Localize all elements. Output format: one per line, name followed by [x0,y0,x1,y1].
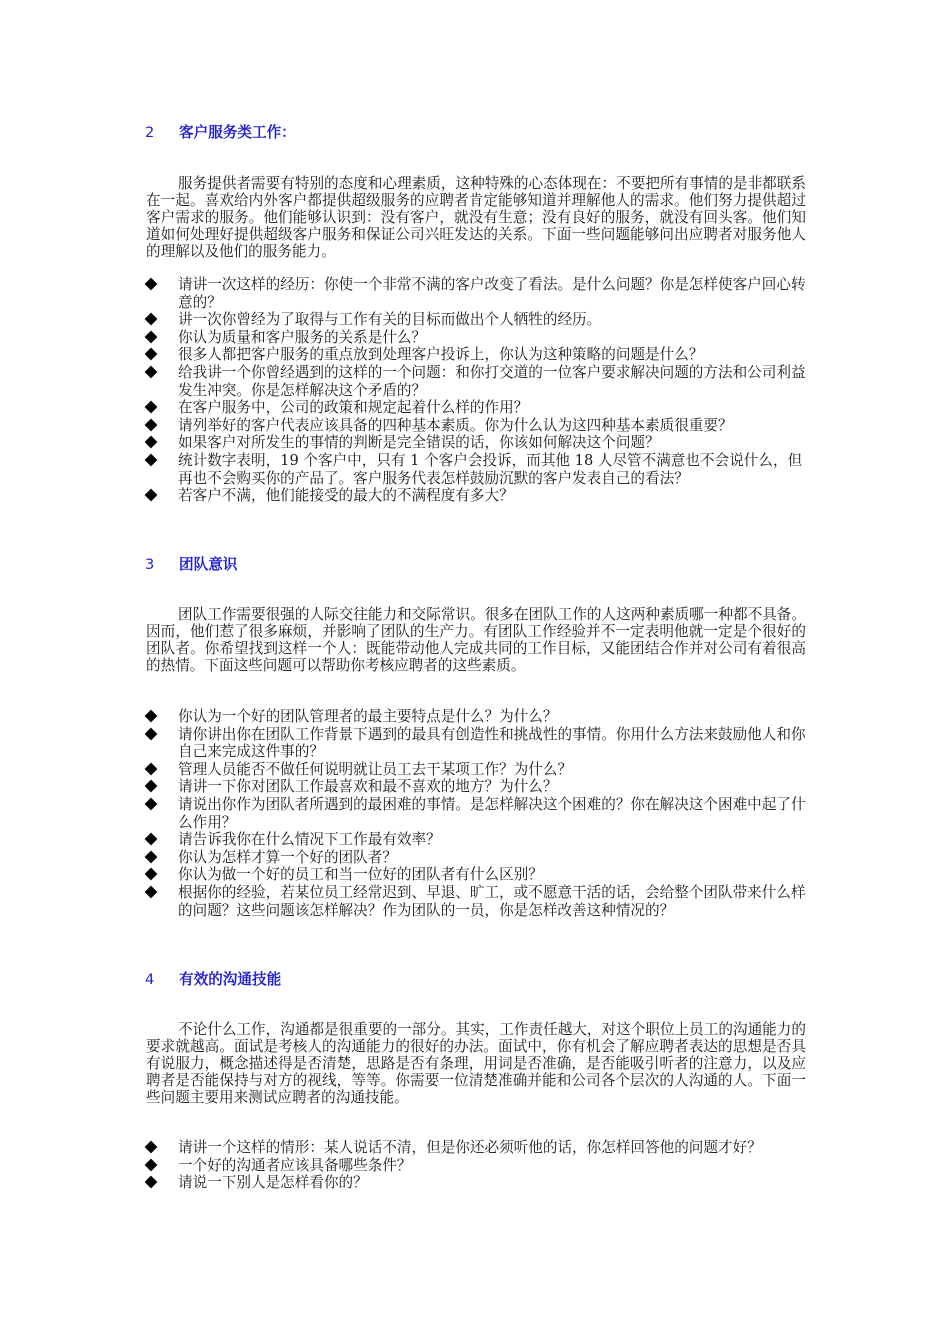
diamond-bullet-icon [145,278,158,291]
diamond-bullet-icon [145,762,158,775]
section-number: 2 [145,124,155,141]
list-item: 若客户不满，他们能接受的最大的不满程度有多大？ [146,487,810,505]
question-list [146,276,810,505]
diamond-bullet-icon [145,330,158,343]
list-item: 请列举好的客户代表应该具备的四种基本素质。你为什么认为这四种基本素质很重要？ [146,417,810,435]
section-paragraph: 服务提供者需要有特别的态度和心理素质，这种特殊的心态体现在：不要把所有事情的是非都联系在一起。喜欢给内外客户都提供超级服务的应聘者肯定能够知道并理解他人的需求。他们努力提供超过客户需求的服务。他们能够认识到：没有客户，就没有生意；没有良好的服务，就没有回头客。他们知道如何处理好提供超级客户服务和保证公司兴旺发达的关系。下面一些问题能够问出应聘者对服务他人的理解以及他们的服务能力。 [146,175,806,261]
diamond-bullet-icon [145,886,158,899]
list-item: 一个好的沟通者应该具备哪些条件？ [146,1157,810,1175]
question-list [146,708,810,919]
list-item: 根据你的经验，若某位员工经常迟到、早退、旷工，或不愿意干活的话，会给整个团队带来什么样的问题？这些问题该怎样解决？作为团队的一员，你是怎样改善这种情况的？ [146,884,810,919]
list-item: 你认为做一个好的员工和当一位好的团队者有什么区别？ [146,866,810,884]
section-number: 3 [145,556,155,573]
diamond-bullet-icon [145,436,158,449]
diamond-bullet-icon [145,1176,158,1189]
section-title: 有效的沟通技能 [179,971,282,988]
section-heading-communication [145,970,281,990]
diamond-bullet-icon [145,1141,158,1154]
list-item: 你认为怎样才算一个好的团队者？ [146,849,810,867]
list-item: 请你讲出你在团队工作背景下遇到的最具有创造性和挑战性的事情。你用什么方法来鼓励他人和你自己来完成这件事的？ [146,726,810,761]
list-item: 在客户服务中，公司的政策和规定起着什么样的作用？ [146,399,810,417]
section-title: 团队意识 [179,556,238,573]
diamond-bullet-icon [145,348,158,361]
diamond-bullet-icon [145,366,158,379]
diamond-bullet-icon [145,1158,158,1171]
diamond-bullet-icon [145,833,158,846]
section-title: 客户服务类工作： [179,124,296,141]
list-item: 管理人员能否不做任何说明就让员工去干某项工作？为什么？ [146,761,810,779]
diamond-bullet-icon [145,868,158,881]
list-item: 你认为质量和客户服务的关系是什么？ [146,329,810,347]
list-item: 如果客户对所发生的事情的判断是完全错误的话，你该如何解决这个问题？ [146,434,810,452]
diamond-bullet-icon [145,710,158,723]
question-list [146,1139,810,1192]
diamond-bullet-icon [145,454,158,467]
list-item: 请讲一个这样的情形：某人说话不清，但是你还必须听他的话，你怎样回答他的问题才好？ [146,1139,810,1157]
diamond-bullet-icon [145,798,158,811]
section-heading-teamwork [145,555,237,575]
list-item: 很多人都把客户服务的重点放到处理客户投诉上，你认为这种策略的问题是什么？ [146,346,810,364]
list-item: 请讲一次这样的经历：你使一个非常不满的客户改变了看法。是什么问题？你是怎样使客户回心转意的？ [146,276,810,311]
list-item: 你认为一个好的团队管理者的最主要特点是什么？为什么？ [146,708,810,726]
diamond-bullet-icon [145,780,158,793]
list-item: 统计数字表明，19 个客户中，只有 1 个客户会投诉，而其他 18 人尽管不满意也不会说什么，但再也不会购买你的产品了。客户服务代表怎样鼓励沉默的客户发表自己的看法？ [146,452,810,487]
list-item: 讲一次你曾经为了取得与工作有关的目标而做出个人牺牲的经历。 [146,311,810,329]
section-number: 4 [145,971,155,988]
list-item: 请说出你作为团队者所遇到的最困难的事情。是怎样解决这个困难的？你在解决这个困难中起了什么作用？ [146,796,810,831]
list-item: 给我讲一个你曾经遇到的这样的一个问题：和你打交道的一位客户要求解决问题的方法和公司利益发生冲突。你是怎样解决这个矛盾的？ [146,364,810,399]
diamond-bullet-icon [145,418,158,431]
diamond-bullet-icon [145,489,158,502]
diamond-bullet-icon [145,850,158,863]
diamond-bullet-icon [145,401,158,414]
list-item: 请说一下别人是怎样看你的？ [146,1174,810,1192]
diamond-bullet-icon [145,727,158,740]
list-item: 请讲一下你对团队工作最喜欢和最不喜欢的地方？为什么？ [146,778,810,796]
list-item: 请告诉我你在什么情况下工作最有效率？ [146,831,810,849]
section-paragraph: 不论什么工作，沟通都是很重要的一部分。其实，工作责任越大，对这个职位上员工的沟通能力的要求就越高。面试是考核人的沟通能力的很好的办法。面试中，你有机会了解应聘者表达的思想是否具有说服力，概念描述得是否清楚，思路是否有条理，用词是否准确，是否能吸引听者的注意力，以及应聘者是否能保持与对方的视线，等等。你需要一位清楚准确并能和公司各个层次的人沟通的人。下面一些问题主要用来测试应聘者的沟通技能。 [146,1021,806,1107]
section-heading-customer-service [145,123,296,143]
section-paragraph: 团队工作需要很强的人际交往能力和交际常识。很多在团队工作的人这两种素质哪一种都不具备。因而，他们惹了很多麻烦，并影响了团队的生产力。有团队工作经验并不一定表明他就一定是个很好的团队者。你希望找到这样一个人：既能带动他人完成共同的工作目标，又能团结合作并对公司有着很高的热情。下面这些问题可以帮助你考核应聘者的这些素质。 [146,606,806,675]
diamond-bullet-icon [145,313,158,326]
